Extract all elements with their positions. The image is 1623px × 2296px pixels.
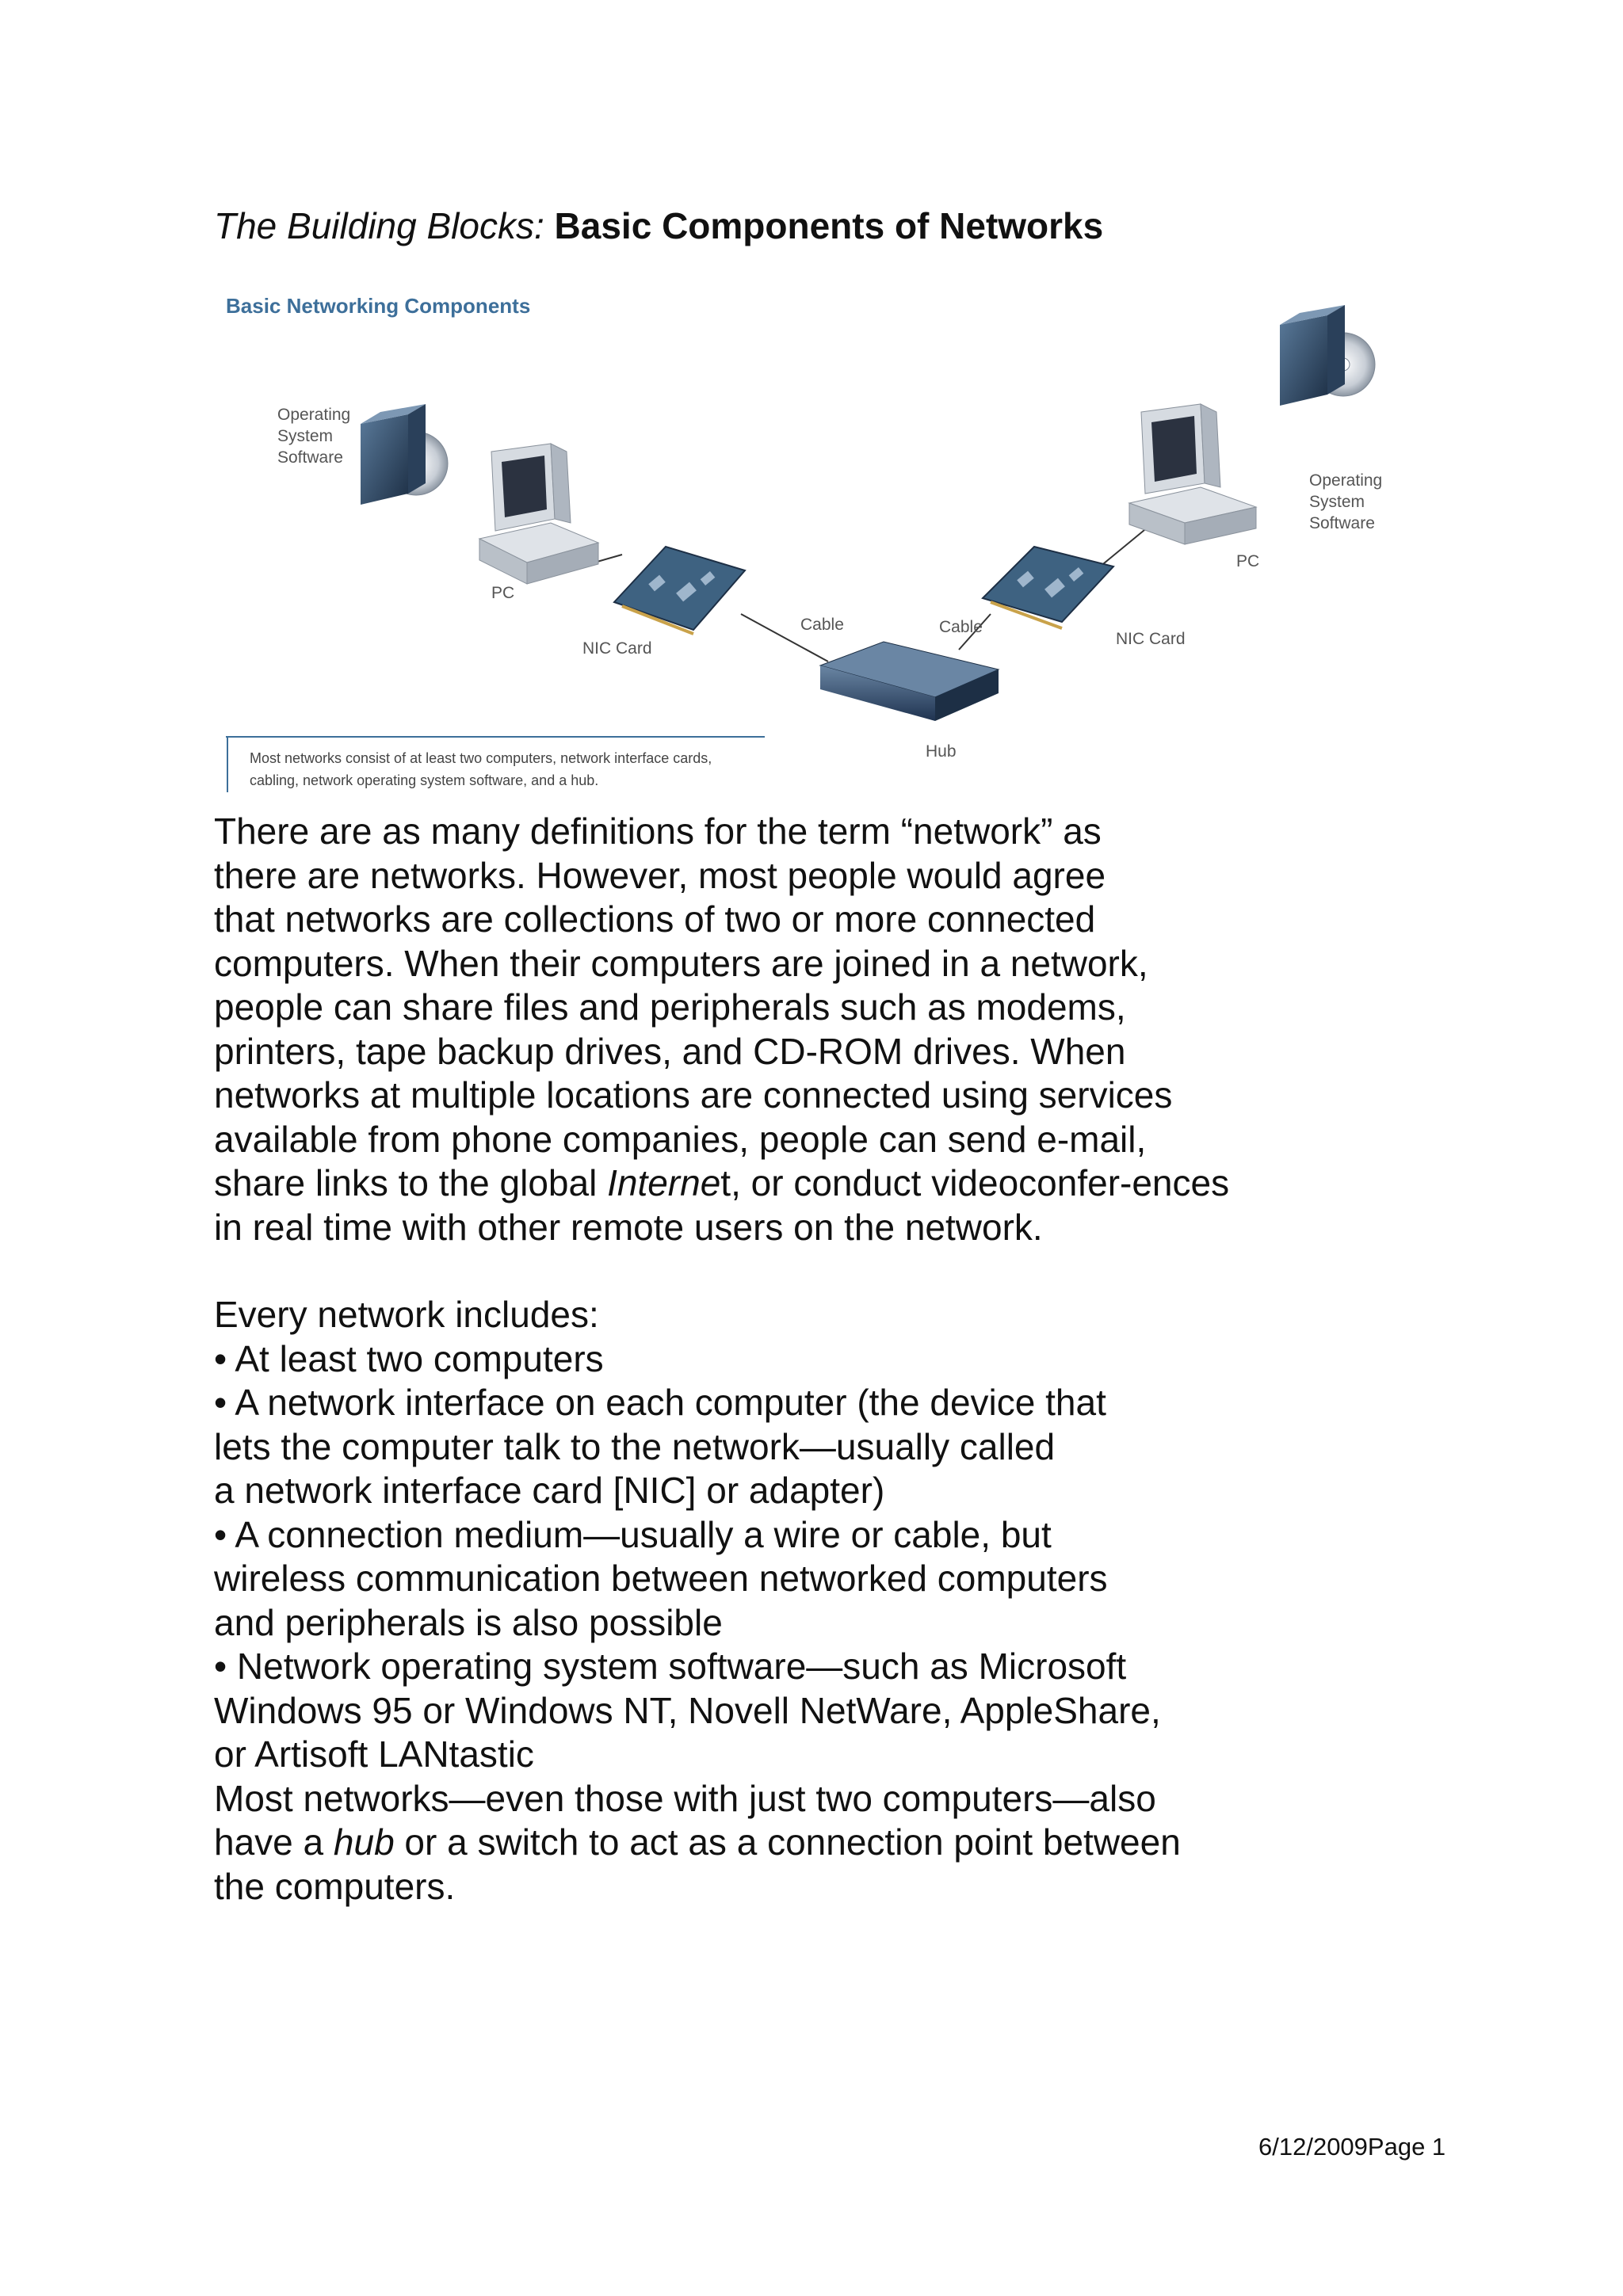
list-item: • A connection medium—usually a wire or cable, but [214,1513,1052,1555]
network-diagram [218,281,1415,796]
figure-caption-line-1: Most networks consist of at least two computers, network interface cards, [250,750,712,766]
intro-line: in real time with other remote users on the network. [214,1206,1043,1248]
hub-line-after: or a switch to act as a connection point between [394,1821,1181,1863]
closing-line-hub [214,1821,1339,1865]
nic-left-label: NIC Card [582,639,652,658]
cable-left-label: Cable [800,616,844,634]
title-italic-part: The Building Blocks: [214,205,544,246]
page-title [214,202,1103,250]
os-right-label-3: Software [1309,514,1375,532]
intro-paragraph [214,810,1339,1249]
hub-term: hub [333,1821,395,1863]
pc-left-icon [479,444,598,584]
closing-line: the computers. [214,1865,456,1907]
os-left-label-1: Operating [277,406,351,424]
intro-line: available from phone companies, people can send e-mail, [214,1118,1147,1160]
title-bold-part: Basic Components of Networks [554,205,1104,246]
nic-right-label: NIC Card [1116,630,1186,648]
list-intro: Every network includes: [214,1294,599,1335]
hub-label: Hub [926,742,957,761]
os-left-label-2: System [277,427,334,445]
intro-line: people can share files and peripherals such as modems, [214,986,1126,1028]
page-footer: 6/12/2009Page 1 [1258,2133,1446,2161]
intro-line: printers, tape backup drives, and CD-ROM drives. When [214,1030,1126,1072]
pc-right-icon [1129,404,1256,544]
intro-line: computers. When their computers are joined in a network, [214,942,1148,984]
list-item-continued: a network interface card [NIC] or adapter) [214,1470,885,1511]
closing-line: Most networks—even those with just two computers—also [214,1777,1156,1819]
list-item: • At least two computers [214,1337,604,1379]
intro-line: that networks are collections of two or more connected [214,898,1096,940]
intro-line: there are networks. However, most people would agree [214,854,1106,896]
list-item: • Network operating system software—such as Microsoft [214,1646,1127,1687]
list-item-continued: Windows 95 or Windows NT, Novell NetWare, AppleShare, [214,1689,1161,1731]
list-item-continued: lets the computer talk to the network—usually called [214,1425,1056,1467]
intro-line-internet-before: share links to the global [214,1162,608,1203]
list-item-continued: and peripherals is also possible [214,1601,723,1643]
intro-line: There are as many definitions for the term “network” as [214,810,1102,852]
internet-term: Interne [607,1162,721,1203]
os-left-label-3: Software [277,448,343,467]
nic-card-left-icon [614,547,745,634]
list-item-continued: wireless communication between networked computers [214,1558,1108,1599]
os-right-label-1: Operating [1309,471,1383,490]
intro-line-internet-after: t, or conduct videoconfer-ences [720,1162,1230,1203]
cable-right-label: Cable [939,618,983,636]
nic-card-right-icon [983,547,1113,628]
list-item-continued: or Artisoft LANtastic [214,1733,534,1775]
pc-left-label: PC [491,584,515,602]
software-box-left-icon [361,404,448,505]
components-list [214,1293,1339,1909]
intro-line: networks at multiple locations are connected using services [214,1074,1173,1116]
pc-right-label: PC [1236,552,1260,570]
hub-line-before: have a [214,1821,334,1863]
os-right-label-2: System [1309,493,1365,511]
hub-icon [820,642,999,721]
intro-line-internet [214,1161,1339,1206]
software-box-right-icon [1280,305,1375,406]
list-item: • A network interface on each computer (the device that [214,1382,1106,1423]
figure-caption-line-2: cabling, network operating system software, and a hub. [250,772,599,788]
figure-heading: Basic Networking Components [226,294,531,318]
